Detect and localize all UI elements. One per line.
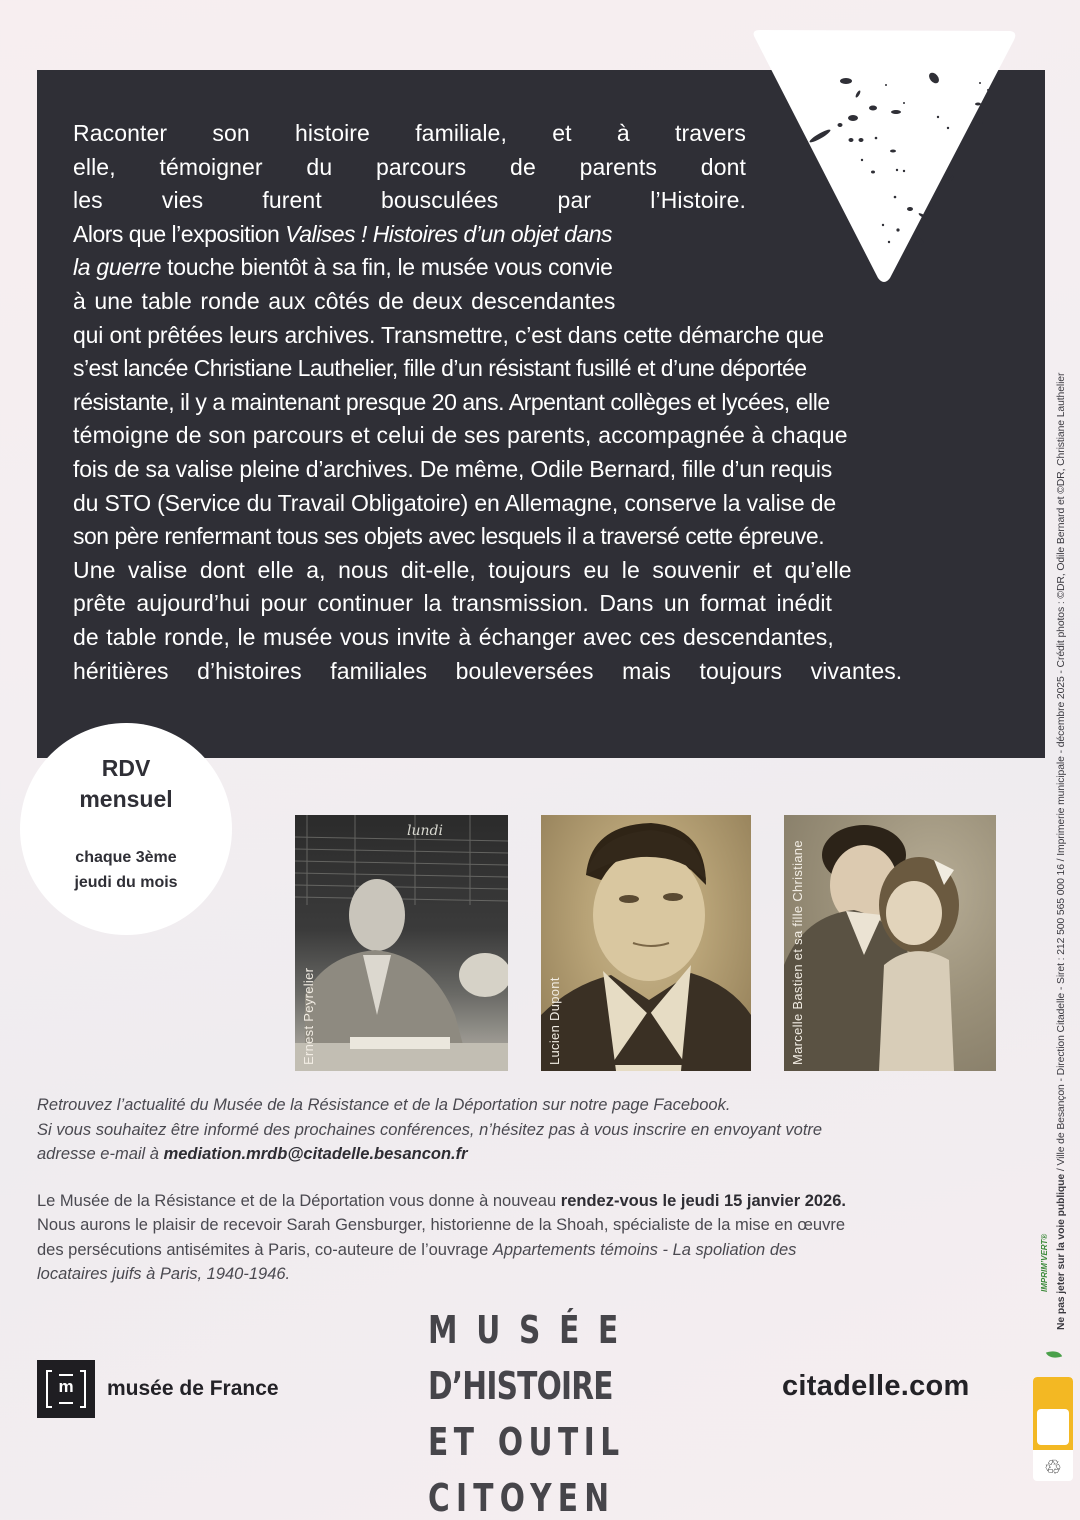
intro-line <box>73 218 746 252</box>
logo-line: CITOYEN <box>428 1476 616 1520</box>
rdv-title <box>20 753 232 815</box>
intro-line: son père renfermant tous ses objets avec lesquels il a traversé cette épreuve. <box>73 523 825 550</box>
word: de <box>510 153 536 180</box>
intro-line: résistante, il y a maintenant presque 20 ans. Arpentant collèges et lycées, elle <box>73 388 830 415</box>
legal-notice: Ne pas jeter sur la voie publique <box>1056 1173 1067 1330</box>
info-line: Retrouvez l’actualité du Musée de la Résistance et de la Déportation sur notre page Facebook. <box>37 1096 731 1114</box>
musee-histoire-logo <box>428 1302 638 1520</box>
intro-line: Une valise dont elle a, nous dit-elle, toujours eu le souvenir et qu’elle <box>73 556 852 583</box>
rdv-badge <box>20 723 232 935</box>
photo-caption: Marcelle Bastien et sa fille Christiane <box>790 840 805 1065</box>
rdv-schedule-line: jeudi du mois <box>74 874 178 891</box>
paper-icon <box>1037 1409 1069 1445</box>
word: les <box>73 187 103 214</box>
intro-line <box>73 251 746 285</box>
intro-line <box>73 117 746 151</box>
word: dont <box>700 153 746 180</box>
photo-lucien-dupont <box>541 815 751 1071</box>
word: témoigner <box>159 153 263 180</box>
imprim-vert-label: IMPRIM’VERT® <box>1040 1233 1049 1292</box>
website-link[interactable]: citadelle.com <box>782 1370 970 1402</box>
newsletter-info <box>37 1093 997 1167</box>
intro-line: à une table ronde aux côtés de deux descendantes <box>73 287 616 314</box>
legal-credits <box>1056 373 1067 1330</box>
musee-de-france-label: musée de France <box>107 1377 279 1400</box>
musee-de-france-mark-icon <box>37 1360 95 1418</box>
intro-line: fois de sa valise pleine d’archives. De même, Odile Bernard, fille d’un requis <box>73 455 833 482</box>
text-run: touche bientôt à sa fin, le musée vous convie <box>161 254 613 281</box>
rdv-schedule <box>20 845 232 895</box>
intro-line: qui ont prêtées leurs archives. Transmettre, c’est dans cette démarche que <box>73 321 824 348</box>
word: à <box>616 120 630 146</box>
info-line: Si vous souhaitez être informé des prochaines conférences, n’hésitez pas à vous inscrire en envoyant votre <box>37 1120 823 1139</box>
bar-icon <box>59 1402 73 1404</box>
intro-paragraph <box>73 117 1020 688</box>
word: elle, <box>73 153 116 180</box>
intro-line: témoigne de son parcours et celui de ses parents, accompagnée à chaque <box>73 422 848 449</box>
word: bousculées <box>381 187 499 214</box>
word: travers <box>674 120 746 146</box>
bar-icon <box>59 1374 73 1376</box>
word: son <box>212 120 250 146</box>
young-man-portrait-icon <box>541 815 751 1071</box>
rdv-schedule-line: chaque 3ème <box>75 849 177 866</box>
intro-line: de table ronde, le musée vous invite à échanger avec ces descendantes, <box>73 623 834 650</box>
logo-line: D’HISTOIRE <box>428 1364 613 1408</box>
rdv-title-line: RDV <box>101 755 151 781</box>
word: par <box>557 187 592 214</box>
book-title: Appartements témoins - La spoliation des <box>492 1240 797 1259</box>
word: l’Histoire. <box>650 187 746 214</box>
word: parents <box>579 153 658 180</box>
info-line: adresse e-mail à <box>37 1145 164 1163</box>
intro-line: s’est lancée Christiane Lauthelier, fille d’un résistant fusillé et d’une déportée <box>73 355 807 382</box>
word: et <box>552 120 572 146</box>
intro-line: du STO (Service du Travail Obligatoire) en Allemagne, conserve la valise de <box>73 489 837 516</box>
logo-line: MUSÉE <box>428 1308 638 1352</box>
contact-email-link[interactable]: mediation.mrdb@citadelle.besancon.fr <box>163 1145 468 1163</box>
info-section <box>37 1093 997 1287</box>
photo-marcelle-bastien <box>784 815 996 1071</box>
rdv-title-line: mensuel <box>79 786 173 812</box>
word: histoire <box>295 120 370 146</box>
event-date: rendez-vous le jeudi 15 janvier 2026. <box>560 1191 846 1210</box>
intro-line: prête aujourd’hui pour continuer la transmission. Dans un format inédit <box>73 590 833 617</box>
photo-caption: Ernest Peyrelier <box>301 967 316 1065</box>
word: vies <box>161 187 204 214</box>
photo-ernest-peyrelier <box>295 815 508 1071</box>
teacher-portrait-icon <box>295 815 508 1071</box>
text-run: Alors que l’exposition <box>73 220 286 247</box>
triman-recycling-logo <box>1033 1377 1073 1481</box>
svg-text:lundi: lundi <box>407 823 443 839</box>
exhibition-title: la guerre <box>73 254 162 281</box>
exhibition-title: Valises ! Histoires d’un objet dans <box>285 220 613 247</box>
next-event-info <box>37 1189 997 1287</box>
mark-letter: m <box>58 1377 74 1396</box>
word: furent <box>262 187 322 214</box>
mother-daughter-portrait-icon <box>784 815 996 1071</box>
info-line: Le Musée de la Résistance et de la Déportation vous donne à nouveau <box>37 1191 561 1210</box>
intro-line <box>73 184 746 218</box>
photo-caption: Lucien Dupont <box>547 977 562 1065</box>
word: parcours <box>375 153 467 180</box>
credits-text: / Ville de Besançon - Direction Citadelle - Siret : 212 500 565 000 16 / Imprimerie municipale - décembre 2025 - Crédit photos : ©DR, Odile Bernard et ©DR, Christiane Lauthelier <box>1056 372 1067 1174</box>
book-title: locataires juifs à Paris, 1940-1946. <box>37 1265 291 1283</box>
word: Raconter <box>73 120 168 146</box>
intro-line: héritières d’histoires familiales bouleversées mais toujours vivantes. <box>73 657 903 684</box>
word: familiale, <box>415 120 507 146</box>
logo-line: ET OUTIL <box>428 1420 625 1464</box>
word: du <box>306 153 333 180</box>
info-line: Nous aurons le plaisir de recevoir Sarah Gensburger, historienne de la Shoah, spécialiste de la mise en œuvre <box>37 1216 846 1234</box>
triman-icon: ♲ <box>1044 1457 1062 1479</box>
musee-de-france-logo <box>37 1360 279 1418</box>
leaf-icon <box>1046 1348 1062 1361</box>
info-line: des persécutions antisémites à Paris, co-auteure de l’ouvrage <box>37 1240 493 1259</box>
intro-line <box>73 151 746 185</box>
